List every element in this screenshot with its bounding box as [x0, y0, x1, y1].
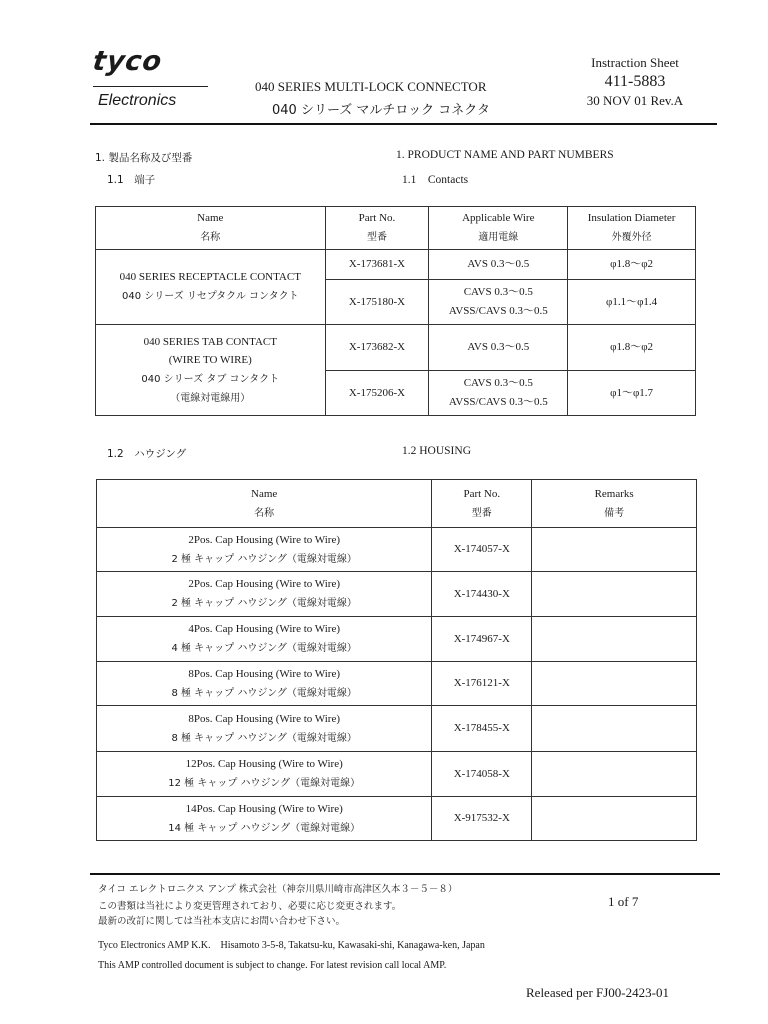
- table-header-row: [97, 480, 697, 528]
- wire-cell: CAVS 0.3～0.5 AVSS/CAVS 0.3～0.5: [429, 280, 568, 325]
- header-divider: [90, 123, 717, 125]
- footer-company-en: Tyco Electronics AMP K.K. Hisamoto 3-5-8, Takatsu-ku, Kawasaki-shi, Kanagawa-ken, Japan: [98, 940, 485, 951]
- contact-name-cell: 040 SERIES TAB CONTACT (WIRE TO WIRE) 040 シリーズ タブ コンタクト （電線対電線用）: [96, 325, 326, 416]
- part-number-cell: X-175180-X: [325, 280, 429, 325]
- part-number-cell: X-174430-X: [432, 572, 532, 617]
- subsection-housing-en: 1.2 HOUSING: [402, 445, 471, 457]
- table-row: [96, 325, 696, 371]
- page-number: 1 of 7: [608, 894, 639, 909]
- header-cell: Part No. 型番: [325, 207, 429, 250]
- diameter-cell: φ1.8～φ2: [568, 325, 696, 371]
- part-number-cell: X-175206-X: [325, 371, 429, 416]
- document-title-en: 040 SERIES MULTI-LOCK CONNECTOR: [255, 79, 487, 94]
- table-row: [96, 250, 696, 280]
- part-number-cell: X-178455-X: [432, 706, 532, 752]
- part-number-cell: X-173681-X: [325, 250, 429, 280]
- section-heading-en: 1. PRODUCT NAME AND PART NUMBERS: [396, 149, 614, 161]
- contacts-table: [95, 206, 696, 416]
- footer-notice-en: This AMP controlled document is subject to change. For latest revision call local AMP.: [98, 960, 447, 971]
- document-info: [560, 55, 710, 109]
- part-number-cell: X-174967-X: [432, 617, 532, 662]
- footer-notice-jp-2: 最新の改訂に関しては当社本支店にお問い合わせ下さい。: [98, 916, 346, 927]
- subsection-contacts-jp: 1.1 端子: [107, 174, 156, 186]
- housing-name-cell: 2Pos. Cap Housing (Wire to Wire) 2 極 キャップ ハウジング（電線対電線）: [97, 528, 432, 572]
- housing-name-cell: 8Pos. Cap Housing (Wire to Wire) 8 極 キャップ ハウジング（電線対電線）: [97, 662, 432, 706]
- subsection-housing-jp: 1.2 ハウジング: [107, 448, 187, 460]
- header-cell: Part No. 型番: [432, 480, 532, 528]
- diameter-cell: φ1～φ1.7: [568, 371, 696, 416]
- diameter-cell: φ1.1～φ1.4: [568, 280, 696, 325]
- part-number-cell: X-173682-X: [325, 325, 429, 371]
- housing-name-cell: 12Pos. Cap Housing (Wire to Wire) 12 極 キャップ ハウジング（電線対電線）: [97, 752, 432, 797]
- diameter-cell: φ1.8～φ2: [568, 250, 696, 280]
- table-row: [97, 752, 697, 797]
- header-cell: Insulation Diameter 外覆外径: [568, 207, 696, 250]
- footer-divider: [90, 873, 720, 875]
- housing-name-cell: 4Pos. Cap Housing (Wire to Wire) 4 極 キャップ ハウジング（電線対電線）: [97, 617, 432, 662]
- wire-cell: CAVS 0.3～0.5 AVSS/CAVS 0.3～0.5: [429, 371, 568, 416]
- remarks-cell: [532, 572, 697, 617]
- section-heading-jp: 1. 製品名称及び型番: [95, 152, 193, 164]
- table-row: [97, 797, 697, 841]
- part-number-cell: X-176121-X: [432, 662, 532, 706]
- remarks-cell: [532, 617, 697, 662]
- wire-cell: AVS 0.3～0.5: [429, 325, 568, 371]
- contact-name-cell: 040 SERIES RECEPTACLE CONTACT 040 シリーズ リセプタクル コンタクト: [96, 250, 326, 325]
- part-number-cell: X-174057-X: [432, 528, 532, 572]
- header-cell: Remarks 備考: [532, 480, 697, 528]
- table-row: [97, 662, 697, 706]
- header-cell: Name 名称: [97, 480, 432, 528]
- housing-name-cell: 2Pos. Cap Housing (Wire to Wire) 2 極 キャップ ハウジング（電線対電線）: [97, 572, 432, 617]
- housing-table: [96, 479, 697, 841]
- doc-type: Instraction Sheet: [591, 55, 679, 70]
- table-row: [97, 528, 697, 572]
- remarks-cell: [532, 528, 697, 572]
- housing-name-cell: 8Pos. Cap Housing (Wire to Wire) 8 極 キャップ ハウジング（電線対電線）: [97, 706, 432, 752]
- remarks-cell: [532, 706, 697, 752]
- release-note: Released per FJ00-2423-01: [526, 985, 669, 1000]
- remarks-cell: [532, 797, 697, 841]
- logo-divider: [93, 86, 208, 87]
- document-title-jp: 040 シリーズ マルチロック コネクタ: [272, 103, 491, 118]
- housing-name-cell: 14Pos. Cap Housing (Wire to Wire) 14 極 キャップ ハウジング（電線対電線）: [97, 797, 432, 841]
- header-cell: Applicable Wire 適用電線: [429, 207, 568, 250]
- table-header-row: [96, 207, 696, 250]
- subsection-contacts-en: 1.1 Contacts: [402, 174, 469, 186]
- header-cell: Name 名称: [96, 207, 326, 250]
- remarks-cell: [532, 662, 697, 706]
- brand-subtitle: Electronics: [98, 92, 177, 109]
- brand-logo: tyco: [90, 46, 165, 77]
- part-number-cell: X-174058-X: [432, 752, 532, 797]
- footer-notice-jp-1: この書類は当社により変更管理されており、必要に応じ変更されます。: [98, 901, 402, 912]
- doc-number: 411-5883: [604, 73, 666, 90]
- wire-cell: AVS 0.3～0.5: [429, 250, 568, 280]
- table-row: [97, 572, 697, 617]
- footer-company-jp: タイコ エレクトロニクス アンプ 株式会社（神奈川県川崎市高津区久本３－５－８）: [98, 884, 458, 895]
- table-row: [97, 706, 697, 752]
- remarks-cell: [532, 752, 697, 797]
- part-number-cell: X-917532-X: [432, 797, 532, 841]
- doc-date: 30 NOV 01 Rev.A: [586, 93, 684, 108]
- table-row: [97, 617, 697, 662]
